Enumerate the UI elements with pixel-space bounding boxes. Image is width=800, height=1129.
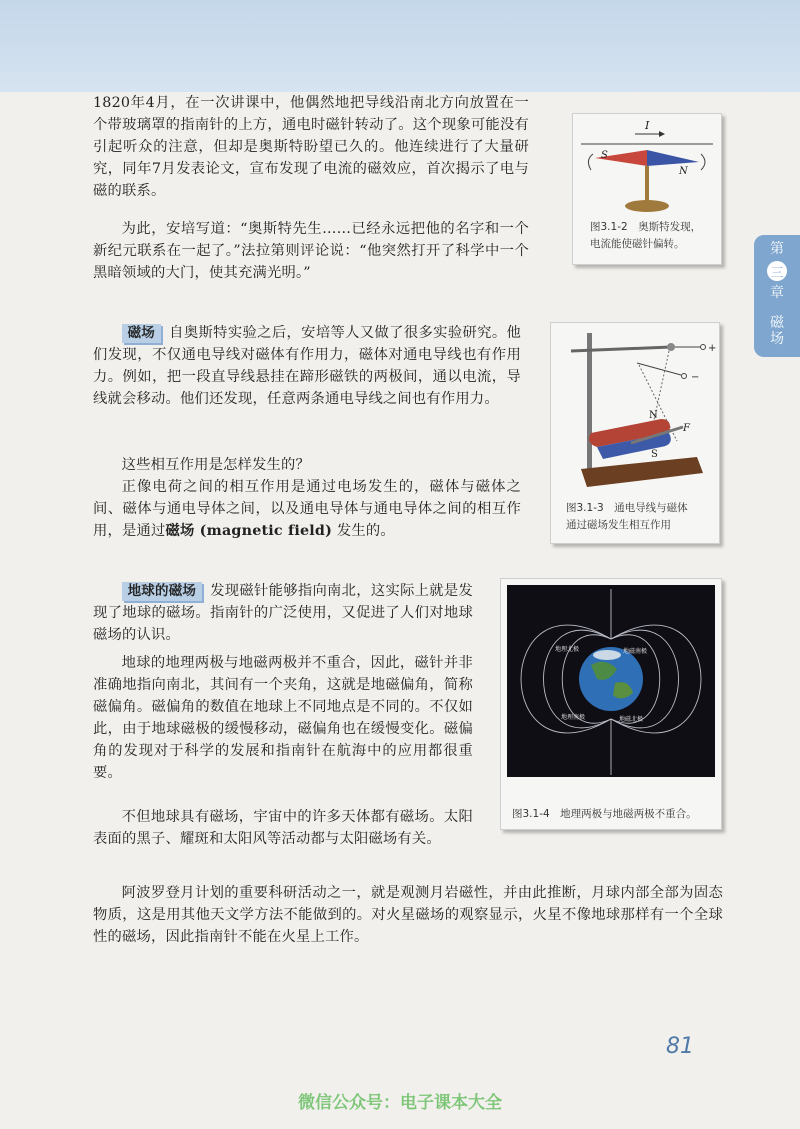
paragraph-field-interaction-end: 发生的。 — [332, 523, 395, 539]
paragraph-moon-mars-magnetism: 阿波罗登月计划的重要科研活动之一，就是观测月岩磁性，并由此推断，月球内部全部为固态物质，这是用其他天文学方法不能做到的。对火星磁场的观察显示，火星不像地球那样有一个全球性的磁场，因此指南针不能在火星上工作。 — [93, 885, 723, 945]
chapter-side-tab — [754, 235, 800, 357]
keyword-earth-magnetic-field: 地球的磁场 — [122, 582, 203, 601]
geographic-south-label: 地理南极 — [561, 714, 586, 721]
chapter-title-char-1: 磁 — [770, 315, 784, 331]
figure-3-1-4-caption: 图3.1-4 地理两极与地磁两极不重合。 — [512, 808, 697, 820]
paragraph-ampere-quote: 为此，安培写道：“奥斯特先生……已经永远把他的名字和一个新纪元联系在一起了。”法拉第则评论说：“他突然打开了科学中一个黑暗领域的大门，使其充满光明。” — [93, 221, 529, 281]
chapter-number: 三 — [767, 261, 787, 281]
caption-line-1: 图3.1-3 通电导线与磁体 — [566, 502, 688, 514]
force-label: F — [683, 423, 690, 434]
paragraph-celestial-magnetic-fields: 不但地球具有磁场，宇宙中的许多天体都有磁场。太阳表面的黑子、耀斑和太阳风等活动都与太阳磁场有关。 — [93, 809, 473, 847]
keyword-magnetic-field: 磁场 — [122, 324, 161, 343]
figure-3-1-2-caption — [590, 219, 720, 253]
caption-line-2: 电流能使磁针偏转。 — [590, 238, 685, 250]
geographic-north-label: 地理北极 — [555, 646, 580, 653]
paragraph-magnetic-declination: 地球的地理两极与地磁两极并不重合，因此，磁针并非准确地指向南北，其间有一个夹角，这就是地磁偏角，简称磁偏角。磁偏角的数值在地球上不同地点是不同的。不仅如此，由于地球磁极的缓慢移动，磁偏角也在缓慢变化。磁偏角的发现对于科学的发展和指南针在航海中的应用都很重要。 — [93, 655, 473, 781]
positive-terminal-label: + — [708, 343, 717, 354]
south-pole-label: S — [601, 150, 608, 161]
chapter-title-char-2: 场 — [770, 331, 784, 347]
paragraph-magnetic-field-text: 自奥斯特实验之后，安培等人又做了很多实验研究。他们发现，不仅通电导线对磁体有作用力，磁体对通电导线也有作用力。例如，把一段直导线悬挂在蹄形磁铁的两极间，通以电流，导线就会移动。他们还发现，任意两条通电导线之间也有作用力。 — [93, 325, 521, 407]
caption-line-2: 通过磁场发生相互作用 — [566, 519, 671, 531]
page-number: 81 — [666, 1034, 694, 1059]
paragraph-magnetic-field — [93, 322, 521, 410]
figure-earth-magnetic-poles — [500, 578, 722, 830]
magnet-north-label: N — [649, 410, 658, 421]
north-pole-label: N — [679, 166, 688, 177]
oersted-compass-illustration — [573, 114, 721, 218]
paragraph-earth-magnetic-field-text: 发现磁针能够指向南北，这实际上就是发现了地球的磁场。指南针的广泛使用，又促进了人们对地球磁场的认识。 — [93, 583, 473, 643]
term-magnetic-field: 磁场 (magnetic field) — [165, 523, 333, 539]
caption-line-1: 图3.1-2 奥斯特发现， — [590, 221, 702, 233]
chapter-prefix: 第 — [770, 241, 784, 257]
magnetic-north-label: 地磁北极 — [619, 716, 644, 723]
footer-watermark: 微信公众号：电子课本大全 — [298, 1093, 502, 1113]
earth-field-illustration — [501, 579, 721, 829]
paragraph-earth-magnetic-field — [93, 580, 473, 646]
figure-3-1-3-caption — [566, 500, 716, 534]
chapter-suffix: 章 — [770, 285, 784, 301]
page-header-band — [0, 0, 800, 92]
magnetic-south-label: 地磁南极 — [623, 648, 648, 655]
paragraph-oersted-discovery: 1820年4月，在一次讲课中，他偶然地把导线沿南北方向放置在一个带玻璃罩的指南针的上方，通电时磁针转动了。这个现象可能没有引起听众的注意，但却是奥斯特盼望已久的。他连续进行了大量研究，同年7月发表论文，宣布发现了电流的磁效应，首次揭示了电与磁的联系。 — [93, 95, 529, 199]
negative-terminal-label: − — [691, 372, 700, 383]
magnet-south-label: S — [651, 449, 658, 460]
paragraph-field-interaction-text: 正像电荷之间的相互作用是通过电场发生的，磁体与磁体之间、磁体与通电导体之间，以及通电导体与通电导体之间的相互作用，是通过 — [93, 479, 521, 539]
paragraph-question: 这些相互作用是怎样发生的？ — [121, 457, 311, 473]
current-label: I — [645, 119, 650, 132]
wire-magnet-illustration — [551, 323, 719, 491]
paragraph-field-interaction — [93, 476, 521, 542]
